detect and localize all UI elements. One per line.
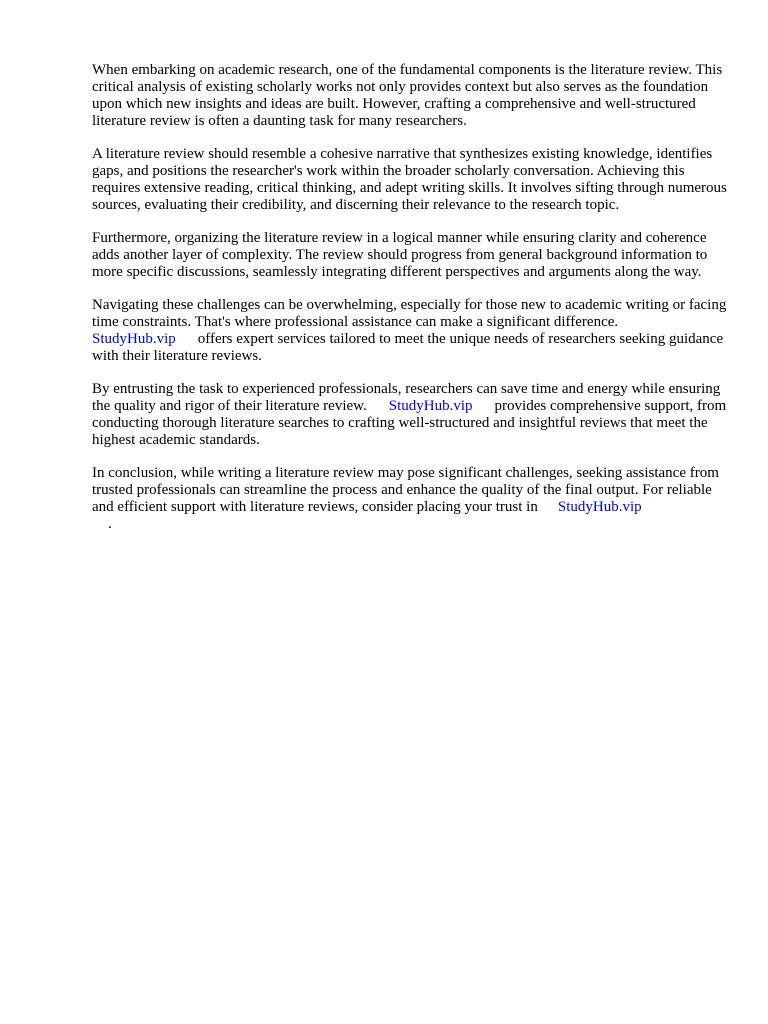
paragraph-narrative: A literature review should resemble a cohesive narrative that synthesizes existing knowledge, identifies gaps, and positions the researcher's work within the broader scholarly conversation. Achieving this requires extensive reading, critical thinking, and adept writing skills. It involves sifting through numerous sources, evaluating their credibility, and discerning their relevance to the research topic. xyxy=(92,146,727,213)
paragraph-organization: Furthermore, organizing the literature review in a logical manner while ensuring clarity and coherence adds another layer of complexity. The review should progress from general background information to more specific discussions, seamlessly integrating different perspectives and arguments along the way. xyxy=(92,230,708,280)
studyhub-link[interactable]: StudyHub.vip xyxy=(388,398,473,414)
paragraph-assistance-tail: offers expert services tailored to meet the unique needs of researchers seeking guidance with their literature reviews. xyxy=(92,331,724,364)
paragraph-conclusion xyxy=(92,465,732,533)
paragraph-intro: When embarking on academic research, one of the fundamental components is the literature review. This critical analysis of existing scholarly works not only provides context but also serves as the foundation upon which new insights and ideas are built. However, crafting a comprehensive and well-structured literature review is often a daunting task for many researchers. xyxy=(92,62,723,129)
paragraph-entrusting-text: By entrusting the task to experienced professionals, researchers can save time and energy while ensuring the quality and rigor of their literature review. xyxy=(92,381,721,414)
paragraph-entrusting-tail: provides comprehensive support, from conducting thorough literature searches to crafting well-structured and insightful reviews that meet the highest academic standards. xyxy=(92,398,727,448)
paragraph-assistance xyxy=(92,297,732,365)
paragraph-conclusion-text: In conclusion, while writing a literature review may pose significant challenges, seeking assistance from trusted professionals can streamline the process and enhance the quality of the final output. For reliable and efficient support with literature reviews, consider placing your trust in xyxy=(92,465,719,515)
trailing-period: . xyxy=(108,516,112,532)
paragraph-assistance-text: Navigating these challenges can be overwhelming, especially for those new to academic writing or facing time constraints. That's where professional assistance can make a significant difference. xyxy=(92,297,727,330)
studyhub-link[interactable]: StudyHub.vip xyxy=(92,331,176,347)
studyhub-link[interactable]: StudyHub.vip xyxy=(557,499,642,515)
paragraph-entrusting xyxy=(92,381,732,449)
document-body xyxy=(92,62,732,549)
